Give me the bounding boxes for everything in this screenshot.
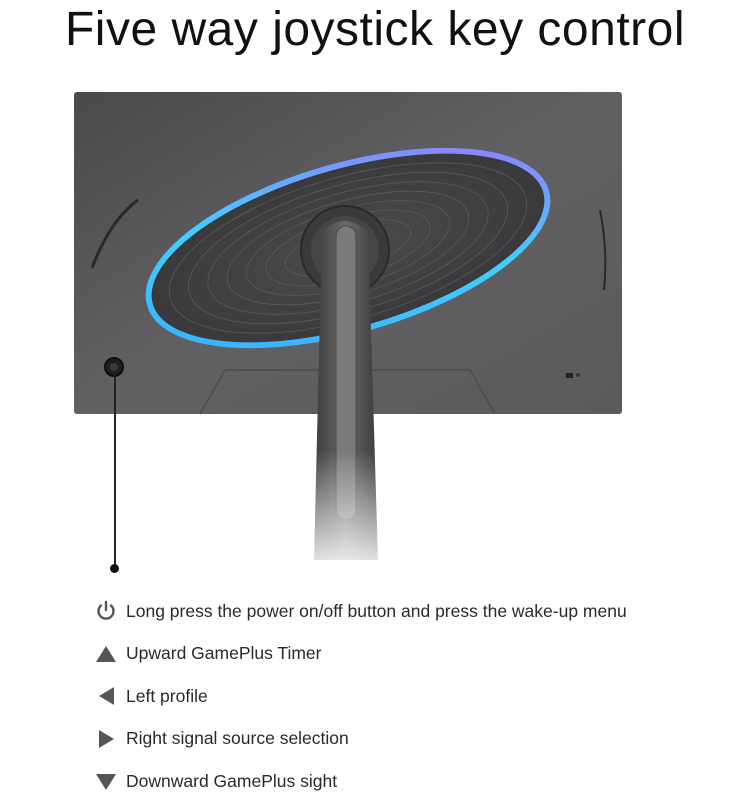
page-title: Five way joystick key control <box>64 3 685 56</box>
power-icon <box>94 599 118 623</box>
legend-label: Long press the power on/off button and press the wake-up menu <box>126 600 627 621</box>
triangle-down-icon <box>94 769 118 793</box>
triangle-right-icon <box>94 727 118 751</box>
joystick-legend <box>94 590 734 803</box>
legend-label: Downward GamePlus sight <box>126 770 338 791</box>
legend-item-left <box>94 675 734 718</box>
callout-line <box>114 372 116 568</box>
triangle-up-icon <box>94 642 118 666</box>
legend-label: Left profile <box>126 685 208 706</box>
callout-dot <box>110 564 119 573</box>
legend-item-up <box>94 633 734 676</box>
legend-item-right <box>94 718 734 761</box>
legend-label: Upward GamePlus Timer <box>126 643 322 664</box>
triangle-left-icon <box>94 684 118 708</box>
legend-item-down <box>94 760 734 803</box>
legend-item-power <box>94 590 734 633</box>
legend-label: Right signal source selection <box>126 728 349 749</box>
